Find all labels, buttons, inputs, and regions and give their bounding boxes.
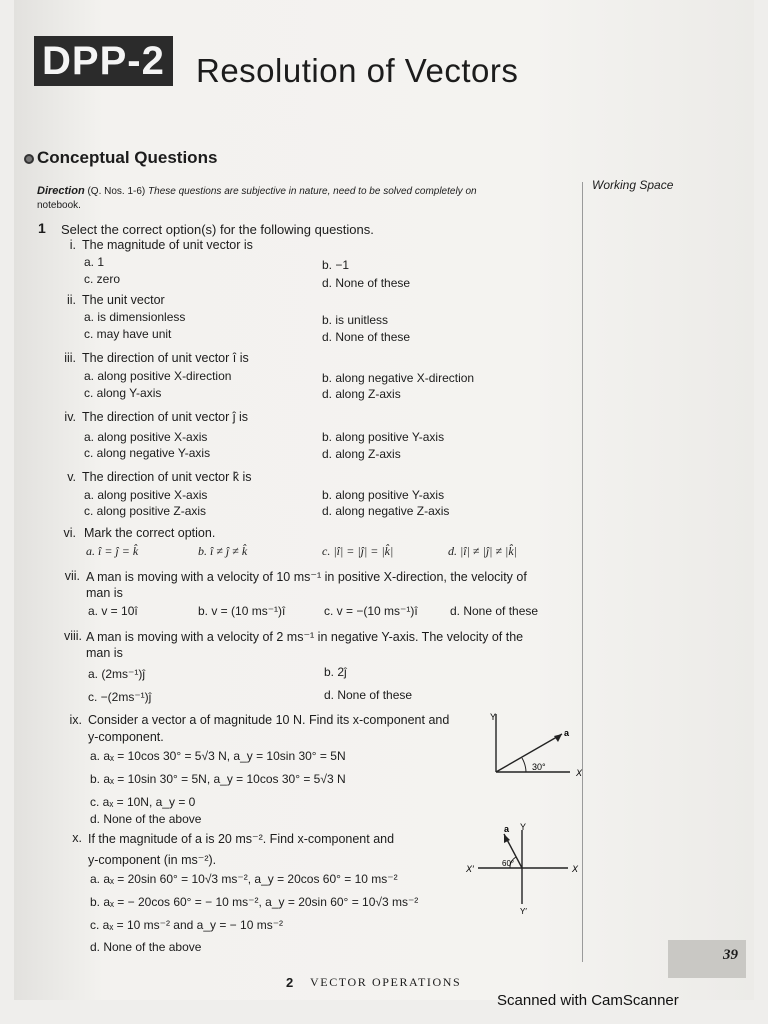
x-axis-label: X [572,864,579,874]
page-title: Resolution of Vectors [196,52,519,89]
option-a: a. along positive X-direction [84,369,232,383]
option-c: c. v = −(10 ms⁻¹)î [324,604,418,618]
chapter-number: 2 [286,975,294,990]
direction-text: These questions are subjective in nature, need to be solved completely on [148,186,477,197]
vector-label: a [504,824,510,834]
working-space-label: Working Space [592,178,674,192]
item-text: The direction of unit vector î is [82,351,249,365]
option-a: a. aₓ = 10cos 30° = 5√3 N, a_y = 10sin 30° = 5N [90,749,346,763]
option-b: b. 2ĵ [324,665,347,679]
option-a: a. î = ĵ = k̂ [86,544,139,558]
y-neg-axis-label: Y′ [520,907,527,916]
document-page [14,0,754,1000]
vector-diagram-30 [488,708,588,784]
item-text: Consider a vector a of magnitude 10 N. Find its x-component and [88,713,450,727]
dpp-badge: DPP-2 [34,36,173,86]
option-d: d. None of the above [90,940,202,954]
angle-label: 30° [532,762,546,772]
option-b: b. aₓ = − 20cos 60° = − 10 ms⁻², a_y = 20sin 60° = 10√3 ms⁻² [90,895,419,909]
item-text-2: man is [86,646,123,660]
item-roman: x. [72,831,82,845]
item-roman: iv. [64,410,76,424]
angle-label: 60° [502,859,515,868]
direction-label: Direction [37,185,85,197]
item-text: A man is moving with a velocity of 10 ms⁻¹ in positive X-direction, the velocity of [86,570,527,584]
option-b: b. along negative X-direction [322,371,475,385]
option-c: c. |î| = |ĵ| = |k̂| [322,544,394,558]
item-text: The magnitude of unit vector is [82,238,253,252]
option-a: a. aₓ = 20sin 60° = 10√3 ms⁻², a_y = 20cos 60° = 10 ms⁻² [90,872,398,886]
option-b: b. aₓ = 10sin 30° = 5N, a_y = 10cos 30° = 5√3 N [90,772,346,786]
option-d: d. None of these [322,276,411,290]
item-roman: viii. [63,629,82,643]
item-text: Mark the correct option. [84,526,216,540]
item-roman: v. [67,470,76,484]
direction-text-2: notebook. [37,200,81,211]
item-roman: ix. [69,713,82,727]
vector-diagram-60 [464,822,588,918]
option-c: c. −(2ms⁻¹)ĵ [88,690,152,704]
scanner-watermark: Scanned with CamScanner [497,992,679,1009]
item-roman: vi. [63,526,76,540]
option-c: c. along positive Z-axis [84,504,207,518]
item-text: The direction of unit vector ĵ is [82,410,249,424]
direction-note [37,184,557,213]
option-a: a. 1 [84,255,105,269]
option-b: b. along positive Y-axis [322,488,445,502]
option-a: a. (2ms⁻¹)ĵ [88,667,145,681]
vector-label: a [564,728,570,738]
question-number: 1 [38,220,46,236]
option-b: b. along positive Y-axis [322,430,445,444]
y-axis-label: Y [490,712,497,722]
item-text: A man is moving with a velocity of 2 ms⁻¹ in negative Y-axis. The velocity of the [86,630,524,644]
item-roman: vii. [64,569,80,583]
option-b: b. î ≠ ĵ ≠ k̂ [198,544,248,558]
option-c: c. aₓ = 10 ms⁻² and a_y = − 10 ms⁻² [90,918,284,932]
option-c: c. along negative Y-axis [84,446,211,460]
option-c: c. aₓ = 10N, a_y = 0 [90,795,196,809]
x-axis-label: X [576,768,583,778]
option-d: d. None of these [450,604,539,618]
option-c: c. zero [84,272,121,286]
option-d: d. |î| ≠ |ĵ| ≠ |k̂| [448,544,517,558]
item-text: The unit vector [82,293,165,307]
option-c: c. along Y-axis [84,386,162,400]
direction-range: (Q. Nos. 1-6) [87,186,146,197]
option-a: a. along positive X-axis [84,430,208,444]
option-d: d. along Z-axis [322,447,401,461]
section-heading: Conceptual Questions [37,148,218,167]
angle-arc [522,758,526,772]
item-roman: iii. [64,351,76,365]
item-text-2: man is [86,586,123,600]
option-a: a. is dimensionless [84,310,186,324]
option-d: d. None of the above [90,812,202,826]
item-text-2: y-component. [88,730,164,744]
question-text: Select the correct option(s) for the following questions. [61,222,374,237]
y-axis-label: Y [520,822,527,832]
item-text: The direction of unit vector k̂ is [82,470,252,484]
option-b: b. −1 [322,258,350,272]
vector-arrowhead-icon [504,834,510,843]
item-text-2: y-component (in ms⁻²). [88,853,217,867]
item-roman: i. [69,238,76,252]
option-d: d. along Z-axis [322,387,401,401]
option-c: c. may have unit [84,327,172,341]
section-bullet-icon [24,154,34,164]
item-text: If the magnitude of a is 20 ms⁻². Find x-component and [88,832,395,846]
item-roman: ii. [66,293,76,307]
option-d: d. None of these [324,688,413,702]
option-b: b. is unitless [322,313,389,327]
option-b: b. v = (10 ms⁻¹)î [198,604,286,618]
vector-a-line [496,734,562,772]
page-number: 39 [668,940,746,978]
option-d: d. None of these [322,330,411,344]
x-neg-axis-label: X′ [466,864,474,874]
option-a: a. v = 10î [88,604,138,618]
option-d: d. along negative Z-axis [322,504,450,518]
option-a: a. along positive X-axis [84,488,208,502]
chapter-title: VECTOR OPERATIONS [310,975,462,989]
